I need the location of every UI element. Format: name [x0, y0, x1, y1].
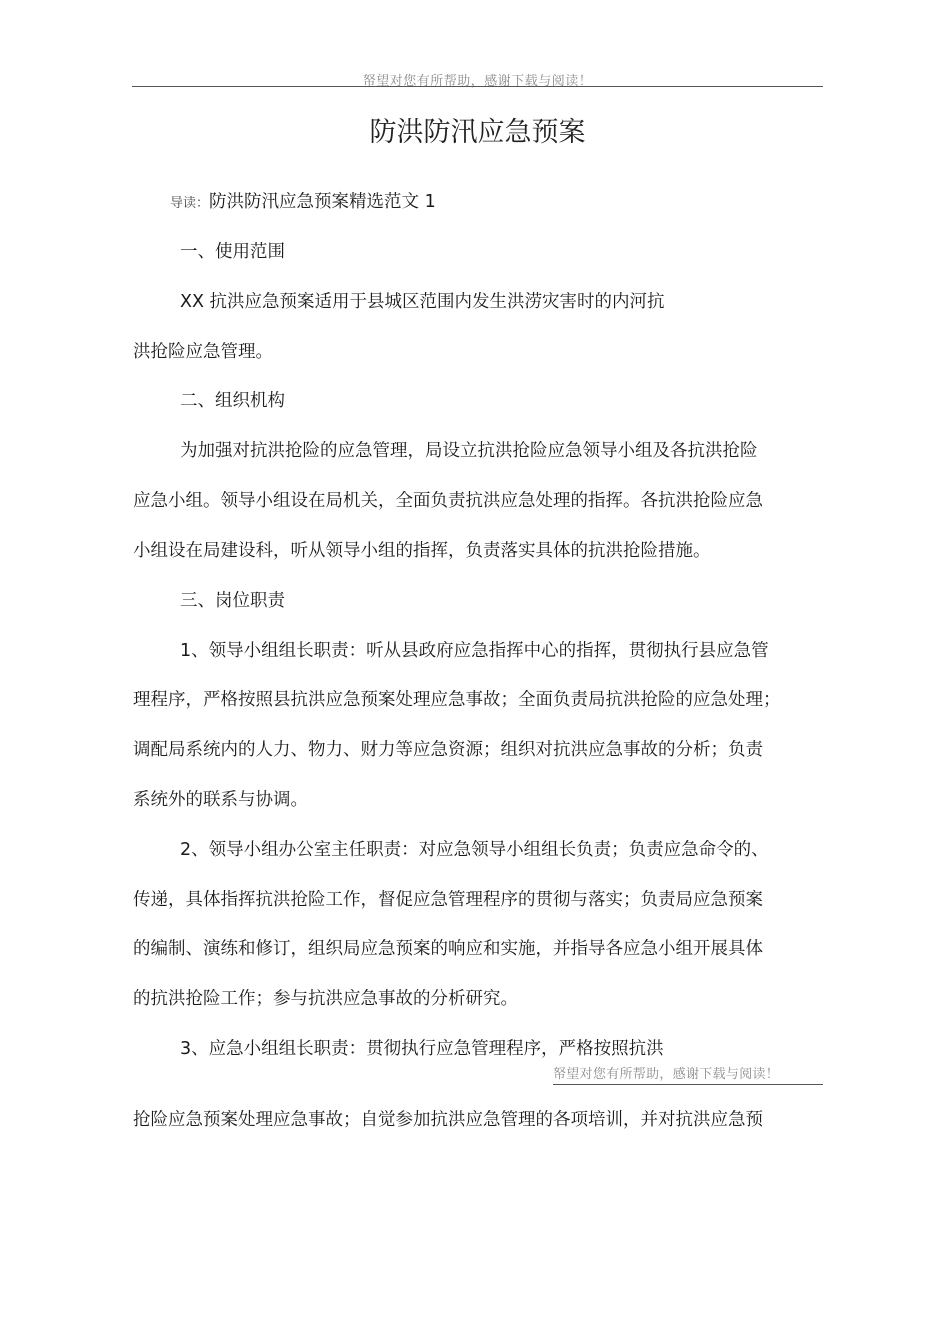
paragraph-line: XX 抗洪应急预案适用于县城区范围内发生洪涝灾害时的内河抗	[180, 292, 665, 312]
intro-line	[170, 188, 436, 213]
paragraph-line: 洪抢险应急管理。	[133, 342, 273, 362]
paragraph-line: 3、应急小组组长职责：贯彻执行应急管理程序，严格按照抗洪	[180, 1039, 664, 1059]
paragraph-line: 为加强对抗洪抢险的应急管理，局设立抗洪抢险应急领导小组及各抗洪抢险	[180, 441, 758, 461]
header-rule	[132, 86, 823, 87]
paragraph-line: 2、领导小组办公室主任职责：对应急领导小组组长负责；负责应急命令的、	[180, 840, 769, 860]
intro-text: 防洪防汛应急预案精选范文 1	[209, 192, 436, 212]
paragraph-line: 理程序，严格按照县抗洪应急预案处理应急事故；全面负责局抗洪抢险的应急处理；	[133, 690, 781, 710]
paragraph-line: 传递，具体指挥抗洪抢险工作，督促应急管理程序的贯彻与落实；负责局应急预案	[133, 890, 763, 910]
page-header-text: 帑望对您有所帮助，感谢下载与阅读！	[362, 74, 593, 89]
intro-label: 导读：	[170, 196, 210, 211]
paragraph-line: 的抗洪抢险工作；参与抗洪应急事故的分析研究。	[133, 989, 518, 1009]
page-footer-text: 帑望对您有所帮助，感谢下载与阅读！	[553, 1063, 823, 1085]
paragraph-line: 1、领导小组组长职责：听从县政府应急指挥中心的指挥，贯彻执行县应急管	[180, 641, 769, 661]
section-heading: 二、组织机构	[180, 391, 285, 411]
section-heading: 三、岗位职责	[180, 591, 285, 611]
paragraph-line: 的编制、演练和修订，组织局应急预案的响应和实施，并指导各应急小组开展具体	[133, 939, 763, 959]
section-heading: 一、使用范围	[180, 242, 285, 262]
paragraph-line: 小组设在局建设科，听从领导小组的指挥，负责落实具体的抗洪抢险措施。	[133, 541, 711, 561]
paragraph-line: 抢险应急预案处理应急事故；自觉参加抗洪应急管理的各项培训，并对抗洪应急预	[133, 1110, 763, 1130]
paragraph-line: 系统外的联系与协调。	[133, 790, 308, 810]
document-title: 防洪防汛应急预案	[369, 117, 586, 148]
paragraph-line: 应急小组。领导小组设在局机关，全面负责抗洪应急处理的指挥。各抗洪抢险应急	[133, 491, 763, 511]
paragraph-line: 调配局系统内的人力、物力、财力等应急资源；组织对抗洪应急事故的分析；负责	[133, 740, 763, 760]
